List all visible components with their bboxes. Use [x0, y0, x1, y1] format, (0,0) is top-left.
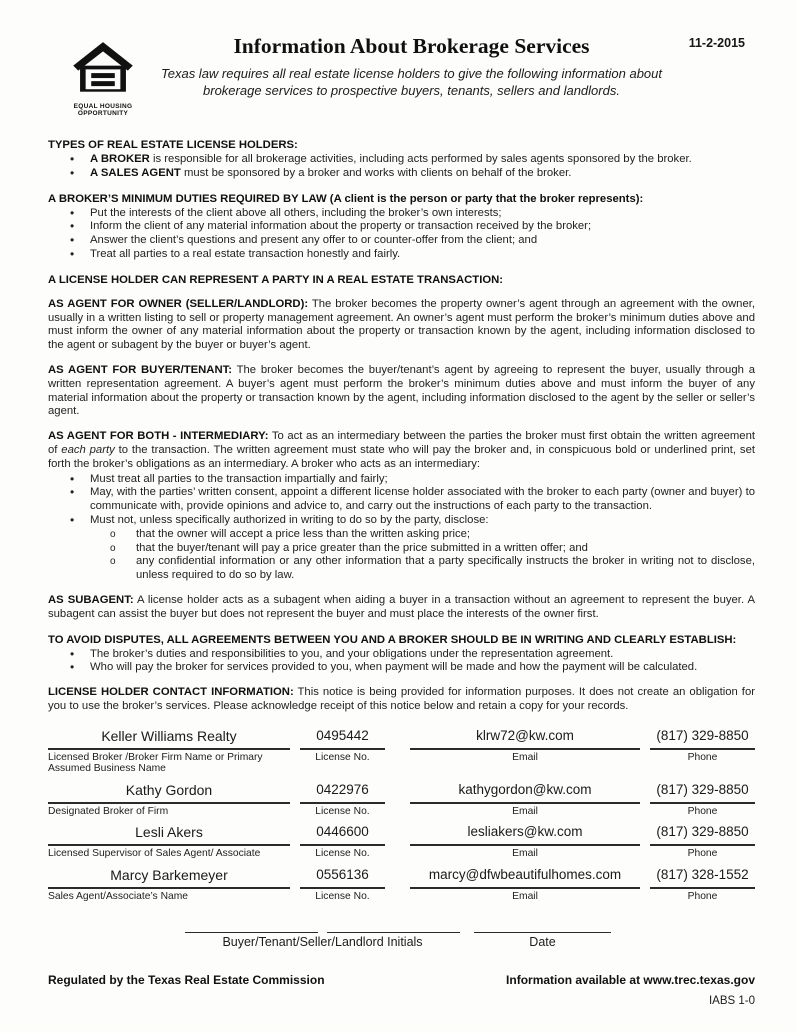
bullet-item: • Who will pay the broker for services provided to you, when payment will be made and how the payment will be calculated. — [48, 661, 755, 675]
subtitle-line2: brokerage services to prospective buyers, tenants, sellers and landlords. — [203, 83, 620, 98]
bullet-item: • Treat all parties to a real estate transaction honestly and fairly. — [48, 248, 755, 262]
table-row-supervisor — [48, 824, 755, 860]
table-row-broker-firm — [48, 728, 755, 775]
logo-caption-line2: OPPORTUNITY — [77, 110, 129, 117]
field-label: Designated Broker of Firm — [48, 805, 169, 817]
paragraph-text: A license holder acts as a subagent when aiding a buyer in a transaction without an agreement to represent the buyer. A subagent can assist the buyer but does not represent the buyer and must place the interests of the owner first. — [48, 593, 755, 620]
paragraph-text: The broker becomes the property owner’s agent through an agreement with the owner, usually in a written listing to sell or property management agreement. An owner’s agent must perform the broker’s minimum duties above and must inform the owner of any material information about the property or transaction known by the agent, including information disclosed to the agent or subagent by the buyer or buyer’s agent. — [48, 297, 755, 352]
designated-broker-email-field[interactable]: kathygordon@kw.com — [410, 782, 640, 804]
supervisor-phone-field[interactable]: (817) 329-8850 — [650, 824, 755, 846]
bullet-broker — [48, 153, 755, 167]
field-label: Sales Agent/Associate’s Name — [48, 890, 189, 902]
form-header — [48, 34, 755, 130]
bullet-item: • May, with the parties’ written consent, appoint a different license holder associated with the broker to each party (owner and buyer) to communicate with, provide opinions and advice to, and carry out the instructions of each party to the transaction. — [48, 486, 755, 514]
initials-label: Buyer/Tenant/Seller/Landlord Initials — [222, 935, 423, 950]
field-label: Licensed Broker /Broker Firm Name or Primary Assumed Business Name — [48, 751, 263, 775]
section-can-represent — [48, 273, 755, 287]
initials-signature-line-1[interactable] — [185, 918, 318, 933]
bullet-item: • The broker’s duties and responsibilities to you, and your obligations under the representation agreement. — [48, 648, 755, 662]
bullet-lead: A BROKER — [90, 153, 150, 165]
section-heading: TYPES OF REAL ESTATE LICENSE HOLDERS: — [48, 139, 298, 151]
signature-area — [185, 918, 755, 949]
section-agent-for-buyer-tenant — [48, 364, 755, 419]
field-label: Email — [512, 890, 538, 902]
page-subtitle — [158, 65, 665, 99]
paragraph — [48, 430, 755, 471]
bullet-item: • Must not, unless specifically authorized in writing to do so by the party, disclose: — [48, 514, 755, 528]
section-heading: A LICENSE HOLDER CAN REPRESENT A PARTY IN A REAL ESTATE TRANSACTION: — [48, 273, 504, 286]
field-label: License No. — [315, 805, 370, 817]
paragraph-lead: AS AGENT FOR OWNER (SELLER/LANDLORD): — [48, 297, 309, 310]
field-label: Phone — [687, 848, 718, 860]
paragraph-italic-text: each party — [61, 443, 115, 456]
field-label: Phone — [687, 805, 718, 817]
section-contact-information — [48, 686, 755, 714]
field-label: License No. — [315, 848, 370, 860]
field-label: License No. — [315, 751, 370, 763]
field-label: Phone — [687, 751, 718, 763]
bullet-sales-agent — [48, 167, 755, 181]
designated-broker-name-field[interactable]: Kathy Gordon — [48, 782, 290, 804]
sub-bullet-item: o any confidential information or any other information that a party specifically instructs the broker in writing not to disclose, unless required to do so by law. — [48, 555, 755, 583]
paragraph — [48, 594, 755, 622]
bullet-lead: A SALES AGENT — [90, 166, 181, 179]
section-subagent — [48, 594, 755, 622]
license-holder-contact-table — [48, 728, 755, 903]
subtitle-line1: Texas law requires all real estate license holders to give the following information about — [160, 66, 663, 81]
bullet-item: • Answer the client’s questions and present any offer to or counter-offer from the client; and — [48, 234, 755, 248]
paragraph-text: to the transaction. The written agreement must state who will pay the broker and, in conspicuous bold or underlined print, set forth the broker’s obligations as an intermediary. A broker who acts as an intermediary: — [48, 443, 755, 470]
broker-phone-field[interactable]: (817) 329-8850 — [650, 728, 755, 750]
sales-agent-license-field[interactable]: 0556136 — [300, 867, 385, 889]
table-row-designated-broker — [48, 782, 755, 818]
date-label: Date — [529, 935, 556, 950]
field-label: Phone — [687, 890, 718, 902]
field-label: License No. — [315, 890, 370, 902]
footer-info-url-text: Information available at www.trec.texas.gov — [506, 973, 755, 988]
section-intermediary — [48, 430, 755, 583]
designated-broker-phone-field[interactable]: (817) 329-8850 — [650, 782, 755, 804]
section-avoid-disputes — [48, 633, 755, 676]
date-signature-line[interactable] — [474, 918, 611, 933]
page-title: Information About Brokerage Services — [233, 34, 590, 58]
sub-bullet-item: o that the owner will accept a price less than the written asking price; — [48, 528, 755, 542]
paragraph-lead: LICENSE HOLDER CONTACT INFORMATION: — [48, 686, 294, 699]
equal-housing-opportunity-logo — [60, 42, 146, 117]
equal-housing-house-icon — [72, 42, 134, 98]
field-label: Licensed Supervisor of Sales Agent/ Associate — [48, 848, 261, 860]
designated-broker-license-field[interactable]: 0422976 — [300, 782, 385, 804]
paragraph — [48, 364, 755, 419]
section-minimum-duties — [48, 192, 755, 262]
bullet-text: is responsible for all brokerage activities, including acts performed by sales agents sponsored by the broker. — [149, 153, 692, 165]
broker-email-field[interactable]: klrw72@kw.com — [410, 728, 640, 750]
supervisor-name-field[interactable]: Lesli Akers — [48, 824, 290, 846]
footer — [48, 973, 755, 987]
paragraph — [48, 686, 755, 714]
supervisor-email-field[interactable]: lesliakers@kw.com — [410, 824, 640, 846]
logo-caption — [60, 103, 146, 117]
paragraph-text: This notice is being provided for information purposes. It does not create an obligation for you to use the broker’s services. Please acknowledge receipt of this notice below and retain a copy for your records. — [48, 686, 755, 712]
paragraph-lead: AS AGENT FOR BOTH - INTERMEDIARY: — [48, 430, 269, 443]
sub-bullet-item: o that the buyer/tenant will pay a price greater than the price submitted in a written offer; and — [48, 542, 755, 556]
bullet-item: • Must treat all parties to the transaction impartially and fairly; — [48, 473, 755, 487]
initials-signature-line-2[interactable] — [327, 918, 460, 933]
field-label: Email — [512, 751, 538, 763]
paragraph-text: To act as an intermediary between the parties the broker must first obtain the written agreement of — [48, 430, 756, 456]
sales-agent-email-field[interactable]: marcy@dfwbeautifulhomes.com — [410, 867, 640, 889]
footer-regulator-text: Regulated by the Texas Real Estate Commission — [48, 973, 325, 988]
field-label: Email — [512, 805, 538, 817]
broker-license-field[interactable]: 0495442 — [300, 728, 385, 750]
field-label: Email — [512, 848, 538, 860]
section-types-of-license-holders — [48, 138, 755, 181]
section-heading: A BROKER’S MINIMUM DUTIES REQUIRED BY LAW (A client is the person or party that the broker represents): — [48, 192, 644, 205]
paragraph-lead: AS SUBAGENT: — [48, 593, 134, 606]
revision-date: 11-2-2015 — [688, 36, 745, 50]
section-heading: TO AVOID DISPUTES, ALL AGREEMENTS BETWEEN YOU AND A BROKER SHOULD BE IN WRITING AND CLEARLY ESTABLISH: — [48, 633, 737, 646]
sales-agent-name-field[interactable]: Marcy Barkemeyer — [48, 867, 290, 889]
paragraph — [48, 298, 755, 353]
broker-firm-name-field[interactable]: Keller Williams Realty — [48, 728, 290, 750]
paragraph-text: The broker becomes the buyer/tenant’s agent by agreeing to represent the buyer, usually through a written representation agreement. A buyer’s agent must perform the broker’s minimum duties above and must inform the buyer of any material information about the property or transaction known by the agent, including information disclosed to the agent by the seller or seller’s agent. — [48, 363, 755, 418]
form-code: IABS 1-0 — [708, 995, 755, 1008]
logo-caption-line1: EQUAL HOUSING — [73, 103, 133, 110]
bullet-text: must be sponsored by a broker and works with clients on behalf of the broker. — [180, 166, 572, 179]
sales-agent-phone-field[interactable]: (817) 328-1552 — [650, 867, 755, 889]
bullet-item: • Put the interests of the client above all others, including the broker’s own interests; — [48, 207, 755, 221]
paragraph-lead: AS AGENT FOR BUYER/TENANT: — [48, 363, 233, 376]
table-row-sales-agent — [48, 867, 755, 903]
supervisor-license-field[interactable]: 0446600 — [300, 824, 385, 846]
bullet-item: • Inform the client of any material information about the property or transaction received by the broker; — [48, 220, 755, 234]
section-agent-for-owner — [48, 298, 755, 353]
